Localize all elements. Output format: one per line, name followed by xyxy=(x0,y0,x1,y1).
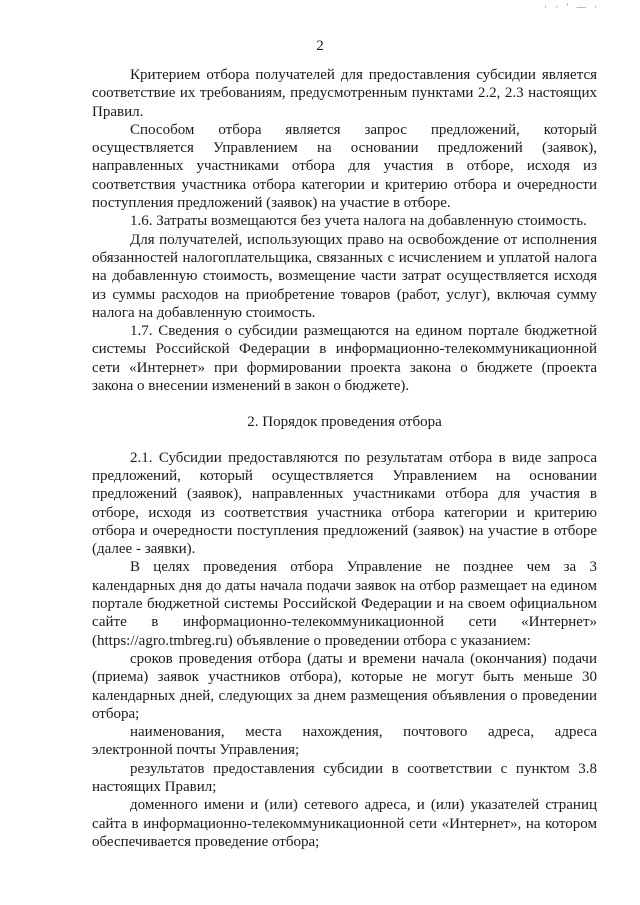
paragraph-2-1: 2.1. Субсидии предоставляются по результатам отбора в виде запроса предложений, который осуществляется Управлением на основании предложений (заявок), направленных участниками отбора для участия в отборе, исходя из соответствия участника отбора категории и критерию отбора и очередности поступления предложений (заявок) на участие в отборе (далее - заявки). xyxy=(92,449,597,558)
paragraph-selection-criterion: Критерием отбора получателей для предоставления субсидии является соответствие их требованиям, предусмотренным пунктами 2.2, 2.3 настоящих Правил. xyxy=(92,67,597,120)
section-heading: 2. Порядок проведения отбора xyxy=(247,414,442,431)
paragraph-1-7: 1.7. Сведения о субсидии размещаются на едином портале бюджетной системы Российской Федерации в информационно-телекоммуникационной сети «Интернет» при формировании проекта закона о бюджете (проекта закона о внесении изменений в закон о бюджете). xyxy=(92,323,597,395)
paragraph-contacts: наименования, места нахождения, почтового адреса, адреса электронной почты Управления; xyxy=(92,724,597,759)
document-body xyxy=(92,66,597,851)
paragraph-vat-exempt: Для получателей, использующих право на освобождение от исполнения обязанностей налогоплательщика, связанных с исчислением и уплатой налога на добавленную стоимость, возмещение части затрат осуществляется исходя из суммы расходов на приобретение товаров (работ, услуг), включая сумму налога на добавленную стоимость. xyxy=(92,231,597,321)
paragraph-announcement: В целях проведения отбора Управление не позднее чем за 3 календарных дня до даты начала подачи заявок на отбор размещает на едином портале бюджетной системы Российской Федерации и на своем официальном сайте в информационно-телекоммуникационной сети «Интернет» (https://agro.tmbreg.ru) объявление о проведении отбора с указанием: xyxy=(92,559,597,649)
paragraph-deadlines: сроков проведения отбора (даты и времени начала (окончания) подачи (приема) заявок участников отбора), которые не могут быть меньше 30 календарных дней, следующих за днем размещения объявления о проведении отбора; xyxy=(92,650,597,722)
paragraph-selection-method: Способом отбора является запрос предложений, который осуществляется Управлением на основании предложений (заявок), направленных участниками отбора для участия в отборе, исходя из соответствия участника отбора категории и критерию отбора и очередности поступления предложений (заявок) на участие в отборе. xyxy=(92,121,597,212)
scan-marks: · · ′ — · xyxy=(544,2,600,12)
paragraph-1-6: 1.6. Затраты возмещаются без учета налога на добавленную стоимость. xyxy=(130,213,587,230)
paragraph-results: результатов предоставления субсидии в соответствии с пунктом 3.8 настоящих Правил; xyxy=(92,760,597,795)
page-number: 2 xyxy=(316,38,324,54)
paragraph-domain: доменного имени и (или) сетевого адреса, и (или) указателей страниц сайта в информационно-телекоммуникационной сети «Интернет», на котором обеспечивается проведение отбора; xyxy=(92,797,597,850)
